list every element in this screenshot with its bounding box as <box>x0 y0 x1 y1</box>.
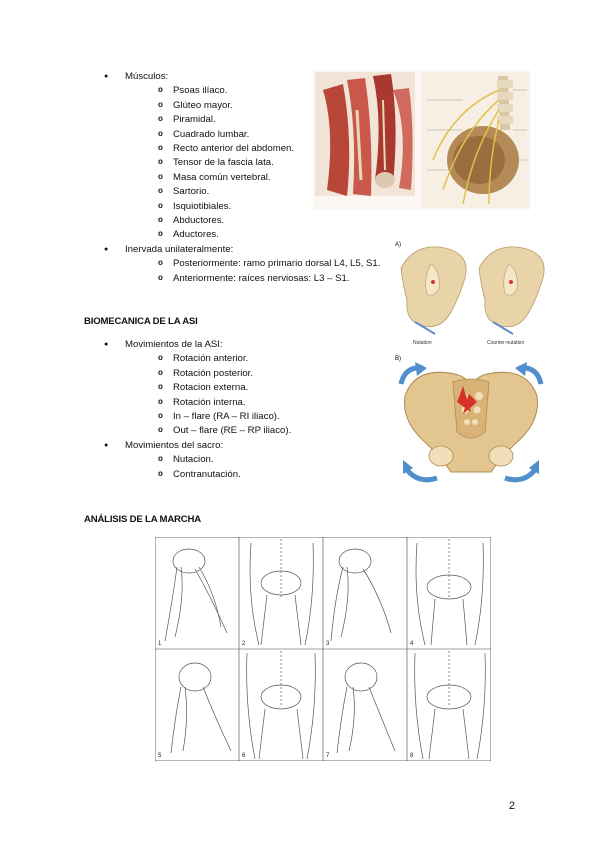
innervation-item <box>104 243 380 286</box>
muscle-item: o Psoas ilíaco. <box>158 84 380 98</box>
gait-phase-number: 3 <box>326 641 330 647</box>
muscle-item: o Piramidal. <box>158 113 380 127</box>
movement-item: o Rotacion externa. <box>158 381 291 395</box>
muscle-item: o Recto anterior del abdomen. <box>158 142 380 156</box>
asi-movements-item <box>104 338 291 439</box>
movement-item: o In – flare (RA – RI iliaco). <box>158 410 291 424</box>
counter-nutation-caption: Counter-nutation <box>487 340 525 346</box>
movement-item: o Rotación interna. <box>158 396 291 410</box>
sacrum-item: o Contranutación. <box>158 468 291 482</box>
figure-label-a: A) <box>395 242 401 248</box>
innervation-subitem: o Posteriormente: ramo primario dorsal L4, L5, S1. <box>158 257 380 271</box>
muscles-label: Músculos: <box>125 71 169 82</box>
sacrum-movements-sublist <box>125 453 291 482</box>
muscle-item: o Abductores. <box>158 214 380 228</box>
sacrum-item: o Nutacion. <box>158 453 291 467</box>
gait-phase-number: 7 <box>326 753 330 759</box>
movement-item: o Out – flare (RE – RP iliaco). <box>158 424 291 438</box>
muscle-item: o Aductores. <box>158 228 380 242</box>
muscle-item: o Masa común vertebral. <box>158 171 380 185</box>
muscle-item: o Glúteo mayor. <box>158 99 380 113</box>
biomech-list <box>104 338 291 482</box>
gait-phase-number: 1 <box>158 641 162 647</box>
gait-heading: ANÁLISIS DE LA MARCHA <box>84 514 201 525</box>
nutation-figure <box>395 238 555 346</box>
sacrum-movements-label: Movimientos del sacro: <box>125 439 224 451</box>
sacrum-movements-item <box>104 439 291 482</box>
movement-item: o Rotación posterior. <box>158 367 291 381</box>
muscle-item: o Tensor de la fascia lata. <box>158 156 380 170</box>
muscle-item: o Sartorio. <box>158 185 380 199</box>
gait-analysis-figure <box>155 537 491 761</box>
asi-movements-label: Movimientos de la ASI: <box>125 339 223 350</box>
innervation-subitem: o Anteriormente: raíces nerviosas: L3 – S1. <box>158 272 380 286</box>
nutation-caption: Nutation <box>413 340 432 346</box>
gait-phase-number: 2 <box>242 641 246 647</box>
muscle-anatomy-figure <box>313 70 531 210</box>
figure-label-b: B) <box>395 356 401 362</box>
pelvis-rotation-figure <box>395 352 547 488</box>
gait-phase-number: 6 <box>242 753 246 759</box>
muscle-item: o Isquiotibiales. <box>158 200 380 214</box>
gait-phase-number: 8 <box>410 753 414 759</box>
asi-movements-sublist <box>125 352 291 438</box>
innervation-label: Inervada unilateralmente: <box>125 243 234 255</box>
muscle-item: o Cuadrado lumbar. <box>158 128 380 142</box>
biomech-heading: BIOMECANICA DE LA ASI <box>84 316 198 327</box>
gait-phase-number: 4 <box>410 641 414 647</box>
innervation-sublist <box>125 257 380 286</box>
movement-item: o Rotación anterior. <box>158 352 291 366</box>
page-number: 2 <box>508 800 515 812</box>
gait-phase-number: 5 <box>158 753 162 759</box>
